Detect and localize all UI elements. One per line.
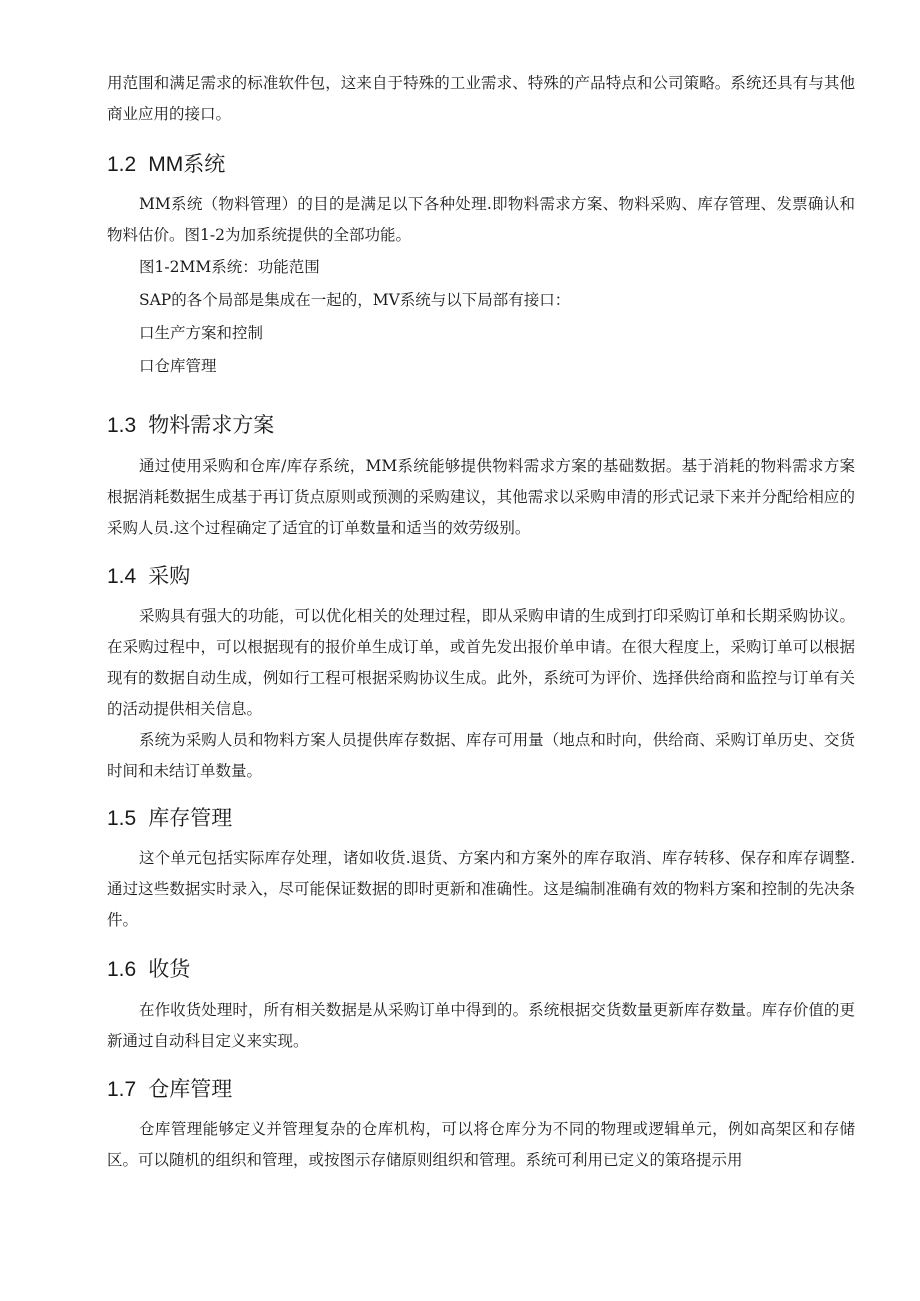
figure-caption: 图1-2MM系统：功能范围	[139, 258, 320, 276]
section-number: 1.3	[107, 414, 137, 437]
section-number: 1.7	[107, 1078, 137, 1101]
section-number: 1.4	[107, 565, 137, 588]
section-number: 1.2	[107, 153, 137, 176]
section-paragraph: 采购具有强大的功能，可以优化相关的处理过程，即从采购申请的生成到打印采购订单和长期采购协议。在采购过程中，可以根据现有的报价单生成订单，或首先发出报价单申请。在很大程度上，采购订单可以根据现有的数据自动生成，例如行工程可根据采购协议生成。此外，系统可为评价、选择供给商和监控与订单有关的活动提供相关信息。	[107, 607, 855, 718]
section-title: MM系统	[148, 153, 226, 176]
section-paragraph: 系统为采购人员和物料方案人员提供库存数据、库存可用量（地点和时向，供给商、采购订单历史、交货时间和未结订单数量。	[107, 731, 855, 780]
section-line: SAP的各个局部是集成在一起的，MV系统与以下局部有接口：	[139, 291, 571, 309]
list-item: 口生产方案和控制	[139, 324, 264, 342]
section-title: 收货	[148, 958, 191, 981]
section-paragraph: 在作收货处理时，所有相关数据是从采购订单中得到的。系统根据交货数量更新库存数量。库存价值的更新通过自动科目定义来实现。	[107, 1001, 855, 1050]
section-heading-1-4	[107, 562, 190, 592]
section-heading-1-5	[107, 804, 232, 834]
section-title: 库存管理	[148, 807, 233, 830]
section-paragraph: 这个单元包括实际库存处理，诸如收货.退货、方案内和方案外的库存取消、库存转移、保存和库存调整.通过这些数据实时录入，尽可能保证数据的即时更新和准确性。这是编制准确有效的物料方案和控制的先决条件。	[107, 849, 855, 929]
section-heading-1-2	[107, 150, 225, 180]
section-paragraph: 通过使用采购和仓库/库存系统，MM系统能够提供物料需求方案的基础数据。基于消耗的物料需求方案根据消耗数据生成基于再订货点原则或预测的采购建议，其他需求以采购申清的形式记录下来并分配给相应的采购人员.这个过程确定了适宜的订单数量和适当的效劳级别。	[107, 457, 855, 537]
section-heading-1-3	[107, 411, 274, 441]
section-number: 1.6	[107, 958, 137, 981]
list-item: 口仓库管理	[139, 357, 217, 375]
section-heading-1-7	[107, 1075, 232, 1105]
section-paragraph: 仓库管理能够定义并管理复杂的仓库机构，可以将仓库分为不同的物理或逻辑单元，例如高架区和存储区。可以随机的组织和管理，或按图示存储原则组织和管理。系统可利用已定义的策珞提示用	[107, 1120, 855, 1169]
section-title: 仓库管理	[148, 1078, 233, 1101]
section-number: 1.5	[107, 807, 137, 830]
section-paragraph: MM系统（物料管理）的目的是满足以下各种处理.即物料需求方案、物料采购、库存管理、发票确认和物料估价。图1-2为加系统提供的全部功能。	[107, 195, 855, 244]
section-title: 物料需求方案	[148, 414, 275, 437]
section-heading-1-6	[107, 955, 190, 985]
intro-paragraph: 用范围和满足需求的标准软件包，这来自于特殊的工业需求、特殊的产品特点和公司策略。系统还具有与其他商业应用的接口。	[107, 74, 855, 123]
section-title: 采购	[148, 565, 191, 588]
